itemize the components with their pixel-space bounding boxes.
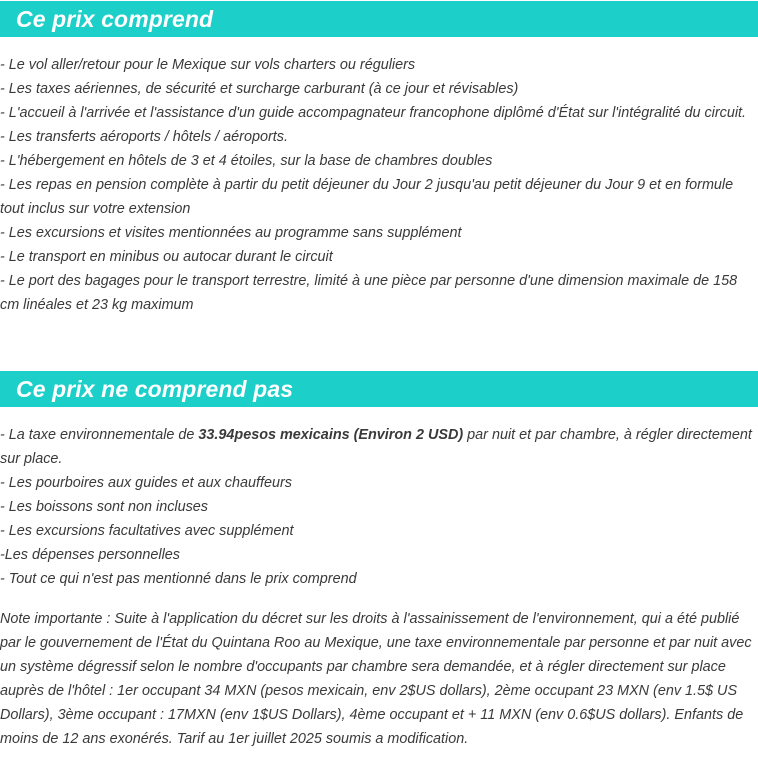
included-list bbox=[0, 53, 758, 317]
included-section-header bbox=[0, 1, 758, 37]
list-item: - Les transferts aéroports / hôtels / aéroports. bbox=[0, 129, 288, 145]
list-item: - L'accueil à l'arrivée et l'assistance d'un guide accompagnateur francophone diplômé d'État sur l'intégralité du circuit. bbox=[0, 105, 747, 121]
not-included-list bbox=[0, 423, 758, 591]
list-item: - Les repas en pension complète à partir du petit déjeuner du Jour 2 jusqu'au petit déjeuner du Jour 9 et en formule tout inclus sur votre extension bbox=[0, 177, 734, 217]
list-item: - Les excursions facultatives avec supplément bbox=[0, 523, 294, 539]
list-item: - Les excursions et visites mentionnées au programme sans supplément bbox=[0, 225, 462, 241]
not-included-section-header bbox=[0, 371, 758, 407]
list-item: - Le port des bagages pour le transport terrestre, limité à une pièce par personne d'une dimension maximale de 158 cm linéales et 23 kg maximum bbox=[0, 273, 738, 313]
list-item: - Les boissons sont non incluses bbox=[0, 499, 208, 515]
list-item: - Tout ce qui n'est pas mentionné dans le prix comprend bbox=[0, 571, 357, 587]
list-item-tax bbox=[0, 423, 758, 471]
important-note: Note importante : Suite à l'application du décret sur les droits à l'assainissement de l'environnement, qui a été publié par le gouvernement de l'État du Quintana Roo au Mexique, une taxe environnementale par personne et par nuit avec un système dégressif selon le nombre d'occupants par chambre sera demandée, et à régler directement sur place auprès de l'hôtel : 1er occupant 34 MXN (pesos mexicain, env 2$US dollars), 2ème occupant 23 MXN (env 1.5$ US Dollars), 3ème occupant : 17MXN (env 1$US Dollars), 4ème occupant et + 11 MXN (env 0.6$US dollars). Enfants de moins de 12 ans exonérés. Tarif au 1er juillet 2025 soumis a modification. bbox=[0, 611, 752, 747]
not-included-title: Ce prix ne comprend pas bbox=[16, 375, 294, 402]
list-item: - L'hébergement en hôtels de 3 et 4 étoiles, sur la base de chambres doubles bbox=[0, 153, 493, 169]
list-item: - Les taxes aériennes, de sécurité et surcharge carburant (à ce jour et révisables) bbox=[0, 81, 519, 97]
list-item: -Les dépenses personnelles bbox=[0, 547, 181, 563]
list-item: - Le vol aller/retour pour le Mexique sur vols charters ou réguliers bbox=[0, 57, 416, 73]
list-item: - Les pourboires aux guides et aux chauffeurs bbox=[0, 475, 292, 491]
included-title: Ce prix comprend bbox=[16, 5, 214, 32]
tax-amount: 33.94pesos mexicains (Environ 2 USD) bbox=[198, 427, 464, 443]
tax-prefix: - La taxe environnementale de bbox=[0, 427, 199, 443]
list-item: - Le transport en minibus ou autocar durant le circuit bbox=[0, 249, 333, 265]
tax-suffix: par nuit et par chambre, à régler directement sur place. bbox=[0, 427, 752, 467]
